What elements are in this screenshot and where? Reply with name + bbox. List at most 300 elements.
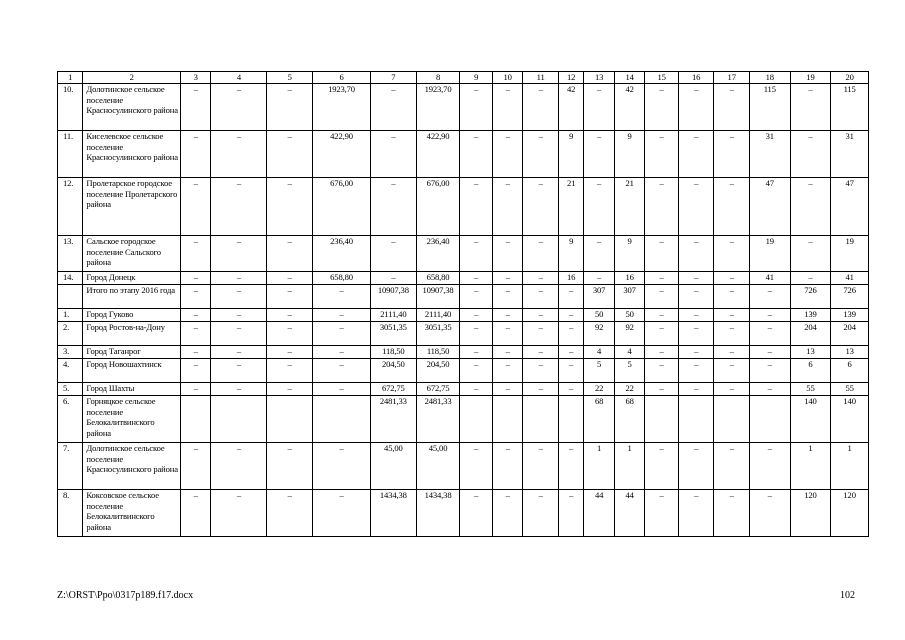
- column-header: 7: [370, 72, 416, 84]
- table-cell: 6: [790, 359, 831, 383]
- table-cell: –: [714, 490, 750, 537]
- table-cell: [211, 396, 267, 443]
- table-cell: [460, 396, 493, 443]
- table-cell: –: [645, 359, 679, 383]
- table-cell: –: [584, 236, 614, 272]
- table-cell: –: [313, 322, 371, 346]
- row-number: 2.: [58, 322, 83, 346]
- table-cell: –: [211, 309, 267, 322]
- table-cell: –: [645, 309, 679, 322]
- table-cell: –: [211, 272, 267, 285]
- municipality-name: Киселевское сельское поселение Красносулинского района: [83, 131, 181, 178]
- table-cell: 42: [614, 84, 644, 131]
- table-row: [58, 178, 869, 236]
- table-cell: 42: [558, 84, 583, 131]
- column-header: 12: [558, 72, 583, 84]
- table-cell: 658,80: [313, 272, 371, 285]
- column-header: 20: [831, 72, 869, 84]
- municipality-name: Коксовское сельское поселение Белокалитвинского района: [83, 490, 181, 537]
- table-cell: 139: [790, 309, 831, 322]
- table-cell: 422,90: [416, 131, 460, 178]
- table-cell: 120: [831, 490, 869, 537]
- table-cell: –: [714, 84, 750, 131]
- table-row: [58, 359, 869, 383]
- table-cell: –: [523, 285, 559, 309]
- table-cell: 45,00: [370, 443, 416, 490]
- table-cell: 31: [831, 131, 869, 178]
- table-cell: 41: [831, 272, 869, 285]
- table-cell: –: [313, 359, 371, 383]
- table-cell: –: [678, 131, 714, 178]
- table-cell: 115: [831, 84, 869, 131]
- table-cell: –: [267, 359, 313, 383]
- table-cell: 55: [831, 383, 869, 396]
- table-cell: –: [714, 272, 750, 285]
- table-cell: 204: [790, 322, 831, 346]
- column-header: 3: [180, 72, 210, 84]
- file-path: Z:\ORST\Ppo\0317p189.f17.docx: [57, 590, 194, 601]
- table-cell: –: [460, 490, 493, 537]
- table-cell: –: [370, 236, 416, 272]
- table-cell: [267, 396, 313, 443]
- table-cell: 10907,38: [416, 285, 460, 309]
- table-cell: –: [460, 178, 493, 236]
- table-cell: –: [313, 443, 371, 490]
- table-cell: –: [790, 84, 831, 131]
- table-cell: –: [492, 322, 522, 346]
- table-cell: –: [558, 309, 583, 322]
- column-header: 8: [416, 72, 460, 84]
- table-cell: 9: [614, 236, 644, 272]
- municipality-name: Город Шахты: [83, 383, 181, 396]
- table-cell: –: [267, 84, 313, 131]
- table-cell: 68: [584, 396, 614, 443]
- table-cell: –: [492, 236, 522, 272]
- table-cell: –: [523, 383, 559, 396]
- table-cell: –: [211, 285, 267, 309]
- table-cell: –: [180, 443, 210, 490]
- table-row: [58, 322, 869, 346]
- table-cell: –: [678, 322, 714, 346]
- table-cell: 9: [558, 236, 583, 272]
- table-cell: 44: [584, 490, 614, 537]
- table-cell: –: [180, 285, 210, 309]
- table-cell: –: [180, 359, 210, 383]
- municipality-name: Итого по этапу 2016 года: [83, 285, 181, 309]
- table-cell: 19: [749, 236, 790, 272]
- table-cell: 676,00: [416, 178, 460, 236]
- table-cell: 1: [790, 443, 831, 490]
- table-cell: 22: [614, 383, 644, 396]
- column-header: 2: [83, 72, 181, 84]
- table-cell: –: [790, 272, 831, 285]
- table-cell: –: [714, 443, 750, 490]
- table-cell: –: [492, 490, 522, 537]
- table-cell: –: [313, 285, 371, 309]
- table-cell: 307: [584, 285, 614, 309]
- table-cell: –: [492, 272, 522, 285]
- table-cell: 2111,40: [370, 309, 416, 322]
- municipality-name: Горняцкое сельское поселение Белокалитвинского района: [83, 396, 181, 443]
- table-cell: –: [749, 309, 790, 322]
- table-cell: 92: [584, 322, 614, 346]
- table-cell: –: [180, 322, 210, 346]
- table-cell: –: [584, 272, 614, 285]
- column-header: 11: [523, 72, 559, 84]
- table-cell: 50: [584, 309, 614, 322]
- table-cell: 50: [614, 309, 644, 322]
- column-header: 6: [313, 72, 371, 84]
- column-header: 4: [211, 72, 267, 84]
- table-cell: –: [460, 272, 493, 285]
- table-cell: –: [211, 178, 267, 236]
- table-cell: 120: [790, 490, 831, 537]
- table-cell: –: [584, 84, 614, 131]
- row-number: 3.: [58, 346, 83, 359]
- table-cell: –: [678, 178, 714, 236]
- table-cell: 204,50: [416, 359, 460, 383]
- table-cell: –: [714, 383, 750, 396]
- table-cell: 21: [614, 178, 644, 236]
- table-cell: –: [714, 359, 750, 383]
- table-cell: 2481,33: [370, 396, 416, 443]
- table-row: [58, 309, 869, 322]
- table-cell: –: [370, 84, 416, 131]
- table-cell: –: [645, 285, 679, 309]
- table-cell: 5: [614, 359, 644, 383]
- table-cell: –: [492, 383, 522, 396]
- table-cell: –: [645, 346, 679, 359]
- table-cell: 236,40: [416, 236, 460, 272]
- header-row: [58, 72, 869, 84]
- table-cell: –: [180, 490, 210, 537]
- table-cell: –: [313, 383, 371, 396]
- column-header: 16: [678, 72, 714, 84]
- table-cell: –: [558, 346, 583, 359]
- data-table: [57, 71, 869, 537]
- column-header: 15: [645, 72, 679, 84]
- table-cell: –: [790, 131, 831, 178]
- municipality-name: Город Донецк: [83, 272, 181, 285]
- table-cell: –: [211, 346, 267, 359]
- table-cell: 115: [749, 84, 790, 131]
- municipality-name: Город Таганрог: [83, 346, 181, 359]
- table-cell: –: [180, 178, 210, 236]
- table-cell: 1: [584, 443, 614, 490]
- table-cell: –: [492, 84, 522, 131]
- column-header: 19: [790, 72, 831, 84]
- table-cell: –: [211, 131, 267, 178]
- table-cell: 22: [584, 383, 614, 396]
- table-row: [58, 490, 869, 537]
- table-cell: –: [267, 178, 313, 236]
- table-cell: 3051,35: [370, 322, 416, 346]
- column-header: 13: [584, 72, 614, 84]
- table-row: [58, 84, 869, 131]
- table-cell: –: [678, 443, 714, 490]
- table-cell: –: [180, 131, 210, 178]
- table-row: [58, 236, 869, 272]
- table-cell: –: [211, 359, 267, 383]
- column-header: 18: [749, 72, 790, 84]
- table-cell: –: [749, 490, 790, 537]
- table-cell: –: [267, 309, 313, 322]
- table-cell: –: [790, 178, 831, 236]
- table-cell: –: [492, 443, 522, 490]
- table-cell: 5: [584, 359, 614, 383]
- table-cell: –: [460, 285, 493, 309]
- table-cell: –: [267, 285, 313, 309]
- table-cell: 13: [831, 346, 869, 359]
- municipality-name: Сальское городское поселение Сальского района: [83, 236, 181, 272]
- table-cell: –: [523, 178, 559, 236]
- table-cell: –: [645, 131, 679, 178]
- table-cell: –: [492, 285, 522, 309]
- table-cell: –: [558, 322, 583, 346]
- table-cell: 44: [614, 490, 644, 537]
- table-cell: 2111,40: [416, 309, 460, 322]
- table-cell: [645, 396, 679, 443]
- table-cell: –: [180, 383, 210, 396]
- table-cell: –: [492, 131, 522, 178]
- row-number: 1.: [58, 309, 83, 322]
- table-cell: –: [714, 236, 750, 272]
- table-cell: –: [678, 383, 714, 396]
- table-row: [58, 396, 869, 443]
- table-cell: –: [790, 236, 831, 272]
- table-cell: 41: [749, 272, 790, 285]
- table-cell: [313, 396, 371, 443]
- row-number: 4.: [58, 359, 83, 383]
- table-cell: [492, 396, 522, 443]
- table-cell: –: [584, 131, 614, 178]
- table-cell: –: [460, 131, 493, 178]
- table-cell: –: [645, 383, 679, 396]
- table-cell: –: [180, 346, 210, 359]
- table-cell: 726: [831, 285, 869, 309]
- table-cell: –: [558, 359, 583, 383]
- table-cell: –: [749, 359, 790, 383]
- table-cell: –: [645, 272, 679, 285]
- table-cell: 6: [831, 359, 869, 383]
- table-cell: 1: [614, 443, 644, 490]
- table-cell: –: [211, 236, 267, 272]
- row-number: 6.: [58, 396, 83, 443]
- table-cell: 9: [614, 131, 644, 178]
- municipality-name: Город Гуково: [83, 309, 181, 322]
- row-number: 8.: [58, 490, 83, 537]
- table-cell: –: [180, 309, 210, 322]
- table-cell: –: [678, 236, 714, 272]
- page-number: 102: [840, 590, 855, 601]
- table-row: [58, 131, 869, 178]
- table-cell: 16: [558, 272, 583, 285]
- table-cell: [714, 396, 750, 443]
- table-cell: –: [460, 322, 493, 346]
- table-cell: –: [180, 84, 210, 131]
- table-cell: –: [558, 383, 583, 396]
- table-cell: 1923,70: [313, 84, 371, 131]
- column-header: 1: [58, 72, 83, 84]
- table-cell: –: [313, 346, 371, 359]
- table-cell: [180, 396, 210, 443]
- table-row: [58, 346, 869, 359]
- table-cell: –: [267, 443, 313, 490]
- table-cell: –: [523, 443, 559, 490]
- table-cell: –: [678, 309, 714, 322]
- table-cell: 1: [831, 443, 869, 490]
- table-row: [58, 383, 869, 396]
- municipality-name: Город Новошахтинск: [83, 359, 181, 383]
- table-cell: –: [645, 443, 679, 490]
- table-row: [58, 285, 869, 309]
- table-cell: 1434,38: [416, 490, 460, 537]
- table-cell: –: [645, 322, 679, 346]
- table-cell: 422,90: [313, 131, 371, 178]
- table-cell: –: [313, 309, 371, 322]
- table-cell: –: [645, 236, 679, 272]
- table-cell: 140: [831, 396, 869, 443]
- table-cell: –: [370, 131, 416, 178]
- table-cell: –: [460, 383, 493, 396]
- table-cell: 47: [749, 178, 790, 236]
- column-header: 17: [714, 72, 750, 84]
- table-cell: 140: [790, 396, 831, 443]
- column-header: 5: [267, 72, 313, 84]
- table-cell: –: [460, 84, 493, 131]
- table-cell: –: [558, 285, 583, 309]
- table-cell: –: [523, 346, 559, 359]
- table-cell: –: [714, 346, 750, 359]
- table-cell: –: [211, 383, 267, 396]
- table-cell: [558, 396, 583, 443]
- municipality-name: Долотинское сельское поселение Красносулинского района: [83, 84, 181, 131]
- table-cell: –: [523, 322, 559, 346]
- table-cell: 4: [584, 346, 614, 359]
- table-cell: –: [714, 178, 750, 236]
- table-cell: 1434,38: [370, 490, 416, 537]
- table-cell: 658,80: [416, 272, 460, 285]
- table-cell: –: [370, 178, 416, 236]
- row-number: 7.: [58, 443, 83, 490]
- table-cell: 10907,38: [370, 285, 416, 309]
- table-cell: 92: [614, 322, 644, 346]
- table-cell: –: [678, 84, 714, 131]
- column-header: 10: [492, 72, 522, 84]
- table-cell: 4: [614, 346, 644, 359]
- table-cell: –: [714, 322, 750, 346]
- table-cell: –: [460, 443, 493, 490]
- table-cell: –: [180, 236, 210, 272]
- table-cell: 68: [614, 396, 644, 443]
- table-cell: 204,50: [370, 359, 416, 383]
- table-cell: –: [584, 178, 614, 236]
- table-cell: –: [523, 490, 559, 537]
- table-cell: –: [492, 346, 522, 359]
- table-cell: 139: [831, 309, 869, 322]
- table-cell: –: [678, 346, 714, 359]
- table-cell: –: [460, 309, 493, 322]
- table-cell: –: [460, 359, 493, 383]
- table-cell: –: [645, 178, 679, 236]
- table-cell: –: [523, 359, 559, 383]
- row-number: 13.: [58, 236, 83, 272]
- table-cell: [678, 396, 714, 443]
- table-cell: 676,00: [313, 178, 371, 236]
- table-cell: –: [267, 322, 313, 346]
- table-cell: 21: [558, 178, 583, 236]
- municipality-name: Долотинское сельское поселение Красносулинского района: [83, 443, 181, 490]
- table-cell: –: [211, 84, 267, 131]
- table-cell: –: [267, 490, 313, 537]
- table-cell: 3051,35: [416, 322, 460, 346]
- table-cell: –: [267, 346, 313, 359]
- table-cell: 2481,33: [416, 396, 460, 443]
- table-cell: –: [714, 309, 750, 322]
- table-cell: –: [211, 322, 267, 346]
- table-cell: 16: [614, 272, 644, 285]
- table-cell: –: [678, 285, 714, 309]
- table-cell: –: [267, 131, 313, 178]
- row-number: 10.: [58, 84, 83, 131]
- table-cell: –: [749, 443, 790, 490]
- table-cell: 307: [614, 285, 644, 309]
- table-cell: –: [460, 236, 493, 272]
- table-cell: –: [313, 490, 371, 537]
- table-cell: 13: [790, 346, 831, 359]
- table-cell: –: [211, 490, 267, 537]
- table-cell: 45,00: [416, 443, 460, 490]
- table-cell: 55: [790, 383, 831, 396]
- table-cell: –: [180, 272, 210, 285]
- table-cell: 672,75: [416, 383, 460, 396]
- table-cell: 204: [831, 322, 869, 346]
- table-cell: –: [749, 285, 790, 309]
- table-cell: –: [523, 84, 559, 131]
- table-cell: –: [492, 359, 522, 383]
- table-cell: –: [267, 236, 313, 272]
- row-number: [58, 285, 83, 309]
- table-cell: 726: [790, 285, 831, 309]
- row-number: 11.: [58, 131, 83, 178]
- table-row: [58, 443, 869, 490]
- table-cell: –: [714, 285, 750, 309]
- table-cell: –: [678, 359, 714, 383]
- table-cell: –: [267, 272, 313, 285]
- table-cell: 236,40: [313, 236, 371, 272]
- row-number: 12.: [58, 178, 83, 236]
- table-cell: 118,50: [416, 346, 460, 359]
- table-cell: 672,75: [370, 383, 416, 396]
- table-cell: –: [645, 84, 679, 131]
- table-cell: –: [645, 490, 679, 537]
- row-number: 14.: [58, 272, 83, 285]
- municipality-name: Пролетарское городское поселение Пролетарского района: [83, 178, 181, 236]
- table-cell: 19: [831, 236, 869, 272]
- table-cell: –: [678, 272, 714, 285]
- table-cell: –: [523, 131, 559, 178]
- table-cell: –: [558, 443, 583, 490]
- row-number: 5.: [58, 383, 83, 396]
- table-cell: –: [267, 383, 313, 396]
- table-cell: –: [749, 383, 790, 396]
- table-cell: –: [714, 131, 750, 178]
- table-cell: 1923,70: [416, 84, 460, 131]
- table-cell: 31: [749, 131, 790, 178]
- table-cell: –: [460, 346, 493, 359]
- table-cell: –: [492, 178, 522, 236]
- column-header: 9: [460, 72, 493, 84]
